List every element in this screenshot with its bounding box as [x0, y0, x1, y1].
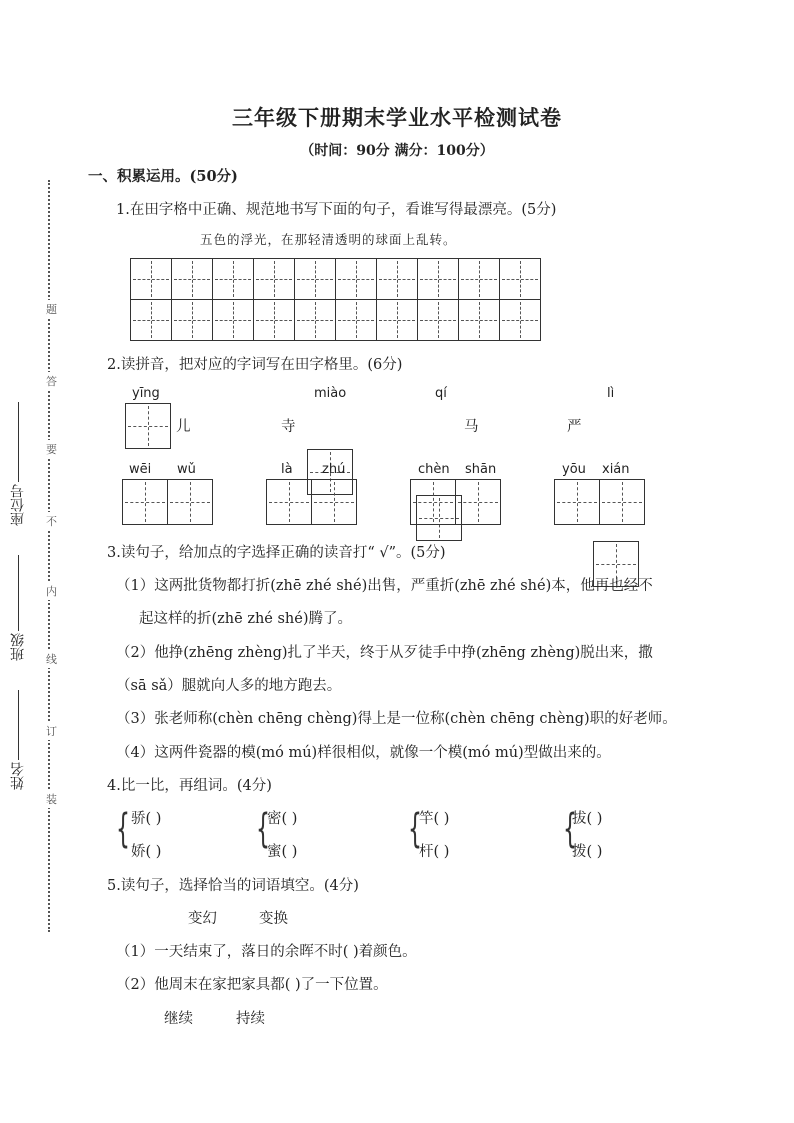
- given-char: 寺: [281, 419, 296, 435]
- pinyin: lì: [607, 386, 615, 401]
- pinyin: wēi: [129, 462, 152, 477]
- pinyin: qí: [435, 386, 447, 401]
- compare-item: 杆( ): [419, 844, 450, 860]
- section-heading: 一、积累运用。(50分): [88, 168, 238, 185]
- pinyin: shān: [465, 462, 497, 477]
- brace-icon: {: [408, 806, 422, 852]
- given-char: 严: [567, 419, 582, 435]
- compare-item: 密( ): [267, 811, 298, 827]
- binding-char: 装: [46, 790, 57, 808]
- compare-item: 骄( ): [131, 811, 162, 827]
- word-option: 变幻: [188, 911, 217, 927]
- answer-box-pair[interactable]: [554, 479, 645, 525]
- question-3-prompt: 3.读句子，给加点的字选择正确的读音打“ √”。(5分): [107, 545, 446, 561]
- q3-line: （3）张老师称(chèn chēng chèng)得上是一位称(chèn chēng chèng)职的好老师。: [116, 711, 677, 727]
- pinyin: wǔ: [177, 462, 196, 477]
- q3-line: （2）他挣(zhēng zhèng)扎了半天，终于从歹徒手中挣(zhēng zhèng)脱出来，撒: [116, 645, 653, 661]
- q3-line: （1）这两批货物都打折(zhē zhé shé)出售，严重折(zhē zhé shé)本，他再也经不: [116, 578, 653, 594]
- name-line[interactable]: [18, 690, 19, 760]
- brace-icon: {: [116, 806, 130, 852]
- q5-line: （1）一天结束了，落日的余晖不时( )着颜色。: [116, 944, 417, 960]
- pinyin: xián: [602, 462, 630, 477]
- q3-line: （4）这两件瓷器的模(mó mú)样很相似，就像一个模(mó mú)型做出来的。: [116, 745, 611, 761]
- word-option: 持续: [236, 1011, 265, 1027]
- seat-number-label: 座位号: [10, 484, 26, 526]
- pinyin: zhú: [322, 462, 346, 477]
- compare-item: 拨( ): [572, 844, 603, 860]
- question-5-prompt: 5.读句子，选择恰当的词语填空。(4分): [107, 878, 359, 894]
- writing-grid[interactable]: [131, 259, 541, 341]
- question-4-prompt: 4.比一比，再组词。(4分): [107, 778, 272, 794]
- q3-line: 起这样的折(zhē zhé shé)腾了。: [139, 611, 353, 627]
- brace-icon: {: [563, 806, 577, 852]
- binding-dotted-line: [48, 180, 50, 932]
- answer-box[interactable]: [125, 403, 171, 449]
- binding-char: 不: [46, 512, 57, 530]
- word-option: 继续: [164, 1011, 193, 1027]
- question-1-prompt: 1.在田字格中正确、规范地书写下面的句子，看谁写得最漂亮。(5分): [116, 202, 557, 218]
- given-char: 儿: [176, 419, 191, 435]
- compare-item: 拔( ): [572, 811, 603, 827]
- pinyin: chèn: [418, 462, 450, 477]
- answer-box-pair[interactable]: [266, 479, 357, 525]
- class-line[interactable]: [18, 555, 19, 631]
- copy-sentence: 五色的浮光，在那轻清透明的球面上乱转。: [200, 232, 457, 247]
- q3-line: （sā sǎ）腿就向人多的地方跑去。: [116, 678, 342, 694]
- class-label: 班级: [10, 633, 26, 661]
- compare-item: 娇( ): [131, 844, 162, 860]
- pinyin: là: [281, 462, 293, 477]
- answer-box-pair[interactable]: [410, 479, 501, 525]
- page-title: 三年级下册期末学业水平检测试卷: [232, 105, 562, 130]
- binding-char: 答: [46, 372, 57, 390]
- binding-char: 题: [46, 300, 57, 318]
- binding-char: 线: [46, 650, 57, 668]
- page-subtitle: （时间：90分 满分：100分）: [300, 143, 494, 159]
- q5-line: （2）他周末在家把家具都( )了一下位置。: [116, 977, 388, 993]
- binding-char: 订: [46, 722, 57, 740]
- question-2-prompt: 2.读拼音，把对应的字词写在田字格里。(6分): [107, 357, 403, 373]
- pinyin: miào: [314, 386, 347, 401]
- name-label: 姓名: [10, 762, 26, 790]
- brace-icon: {: [256, 806, 270, 852]
- pinyin: yōu: [562, 462, 586, 477]
- compare-item: 蜜( ): [267, 844, 298, 860]
- binding-char: 内: [46, 582, 57, 600]
- given-char: 马: [464, 419, 479, 435]
- answer-box-pair[interactable]: [122, 479, 213, 525]
- binding-char: 要: [46, 440, 57, 458]
- compare-item: 竿( ): [419, 811, 450, 827]
- pinyin: yīng: [132, 386, 160, 401]
- seat-number-line[interactable]: [18, 402, 19, 482]
- word-option: 变换: [259, 911, 288, 927]
